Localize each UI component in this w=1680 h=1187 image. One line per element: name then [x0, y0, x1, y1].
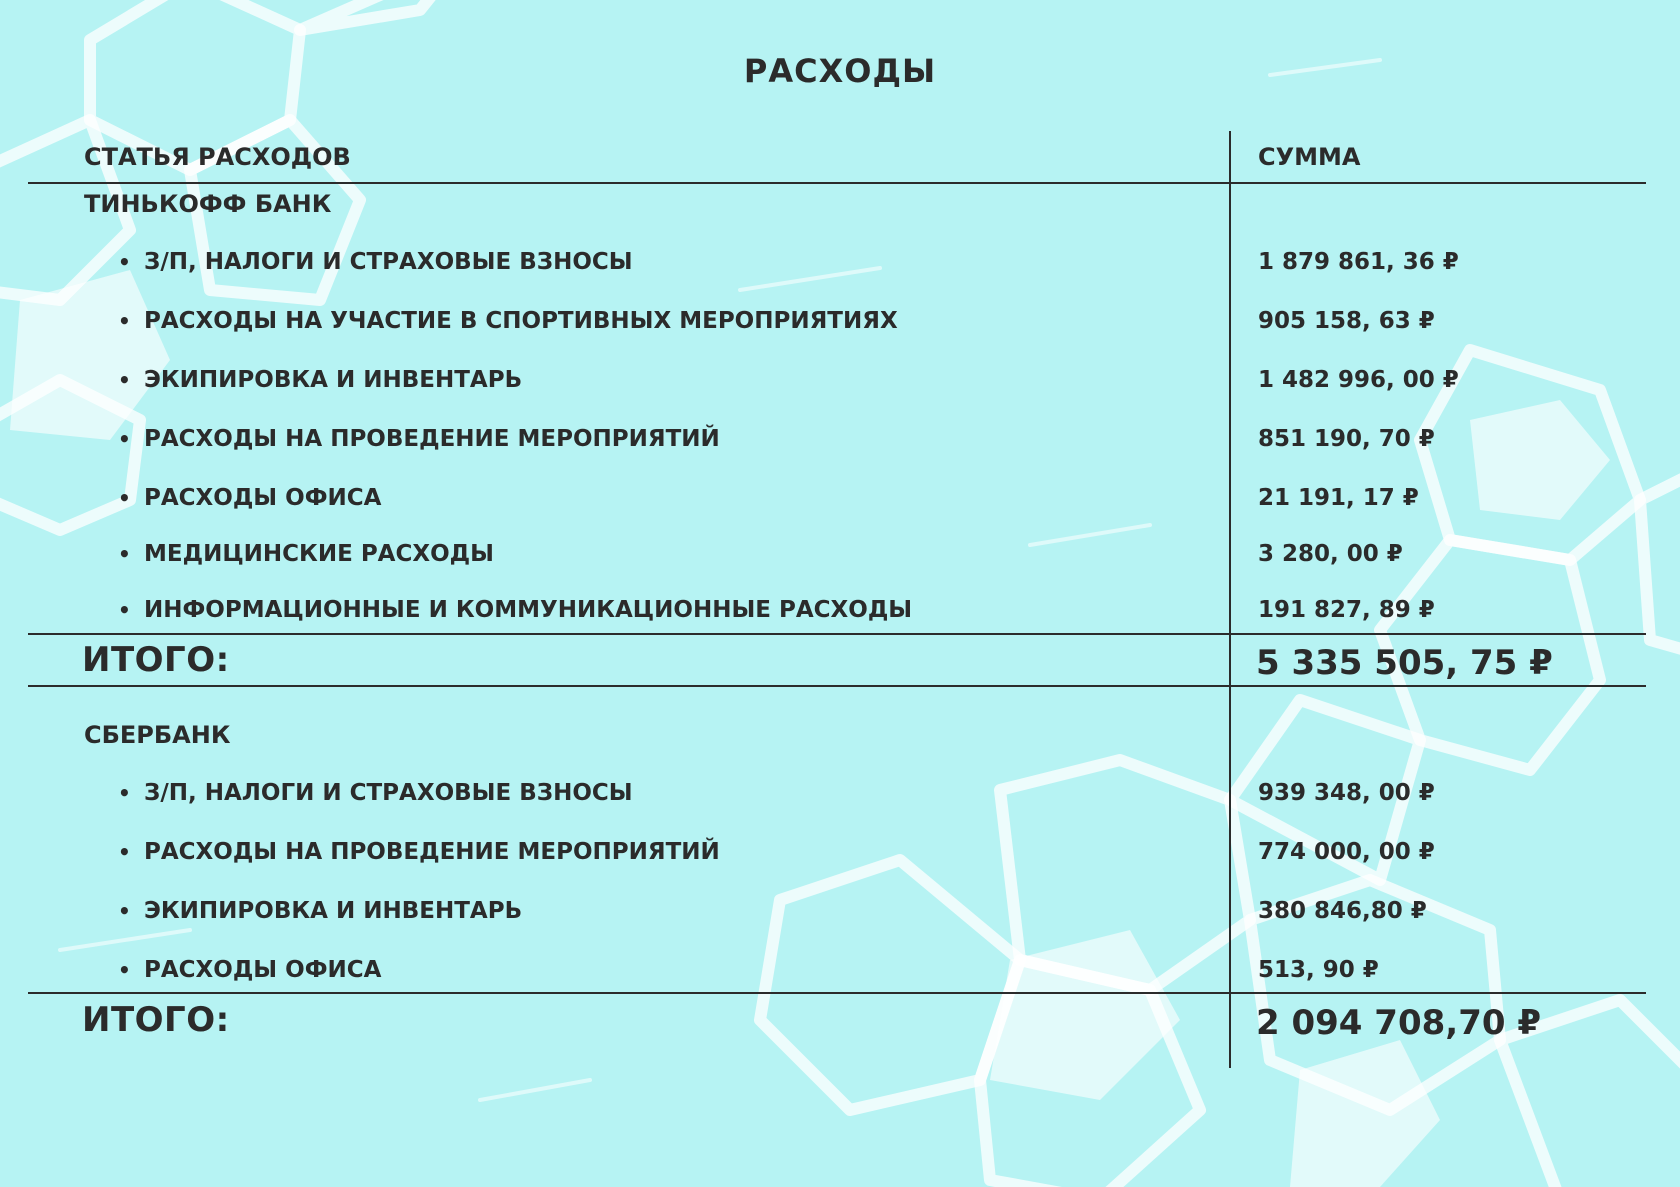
expense-amount: 3 280, 00 ₽ — [1258, 541, 1403, 567]
expense-amount: 851 190, 70 ₽ — [1258, 426, 1435, 452]
bullet: • — [118, 486, 131, 510]
expense-label: З/П, НАЛОГИ И СТРАХОВЫЕ ВЗНОСЫ — [144, 249, 633, 275]
expense-item — [118, 426, 720, 452]
expense-label: МЕДИЦИНСКИЕ РАСХОДЫ — [144, 541, 494, 567]
bullet: • — [118, 781, 131, 805]
total-divider-bottom — [28, 685, 1646, 687]
expense-amount: 380 846,80 ₽ — [1258, 898, 1427, 924]
header-divider — [28, 182, 1646, 184]
expense-item — [118, 898, 522, 924]
expense-item — [118, 780, 633, 806]
expense-label: РАСХОДЫ НА ПРОВЕДЕНИЕ МЕРОПРИЯТИЙ — [144, 839, 720, 865]
bullet: • — [118, 899, 131, 923]
bullet: • — [118, 840, 131, 864]
expense-label: РАСХОДЫ НА УЧАСТИЕ В СПОРТИВНЫХ МЕРОПРИЯТИЯХ — [144, 308, 898, 334]
bullet: • — [118, 958, 131, 982]
bullet: • — [118, 309, 131, 333]
expense-label: ЭКИПИРОВКА И ИНВЕНТАРЬ — [144, 898, 523, 924]
bullet: • — [118, 427, 131, 451]
expense-amount: 1 482 996, 00 ₽ — [1258, 367, 1459, 393]
column-header-amount: СУММА — [1258, 143, 1361, 171]
total-amount: 2 094 708,70 ₽ — [1256, 1003, 1541, 1043]
expense-amount: 1 879 861, 36 ₽ — [1258, 249, 1459, 275]
expense-item — [118, 839, 720, 865]
expense-label: РАСХОДЫ ОФИСА — [144, 957, 382, 983]
expense-label: РАСХОДЫ ОФИСА — [144, 485, 382, 511]
total-label: ИТОГО: — [82, 640, 230, 680]
expense-item — [118, 597, 912, 623]
expense-item — [118, 541, 494, 567]
expense-item — [118, 485, 381, 511]
expense-amount: 905 158, 63 ₽ — [1258, 308, 1435, 334]
total-divider-top — [28, 633, 1646, 635]
bullet: • — [118, 542, 131, 566]
expense-label: З/П, НАЛОГИ И СТРАХОВЫЕ ВЗНОСЫ — [144, 780, 633, 806]
total-amount: 5 335 505, 75 ₽ — [1256, 643, 1553, 683]
bullet: • — [118, 368, 131, 392]
bullet: • — [118, 250, 131, 274]
expense-label: ИНФОРМАЦИОННЫЕ И КОММУНИКАЦИОННЫЕ РАСХОДЫ — [144, 597, 913, 623]
expense-amount: 21 191, 17 ₽ — [1258, 485, 1419, 511]
expense-amount: 513, 90 ₽ — [1258, 957, 1379, 983]
expense-label: РАСХОДЫ НА ПРОВЕДЕНИЕ МЕРОПРИЯТИЙ — [144, 426, 720, 452]
bank-name-sberbank: СБЕРБАНК — [84, 721, 231, 749]
column-divider — [1229, 131, 1231, 1068]
bank-name-tinkoff: ТИНЬКОФФ БАНК — [84, 190, 332, 218]
expense-item — [118, 249, 633, 275]
column-header-item: СТАТЬЯ РАСХОДОВ — [84, 143, 351, 171]
expense-amount: 774 000, 00 ₽ — [1258, 839, 1435, 865]
bullet: • — [118, 598, 131, 622]
total-divider-top — [28, 992, 1646, 994]
expense-amount: 939 348, 00 ₽ — [1258, 780, 1435, 806]
page-title: РАСХОДЫ — [743, 52, 937, 90]
expense-item — [118, 957, 381, 983]
expense-item — [118, 367, 522, 393]
expense-amount: 191 827, 89 ₽ — [1258, 597, 1435, 623]
expense-item — [118, 308, 898, 334]
total-label: ИТОГО: — [82, 1000, 230, 1040]
expense-label: ЭКИПИРОВКА И ИНВЕНТАРЬ — [144, 367, 523, 393]
